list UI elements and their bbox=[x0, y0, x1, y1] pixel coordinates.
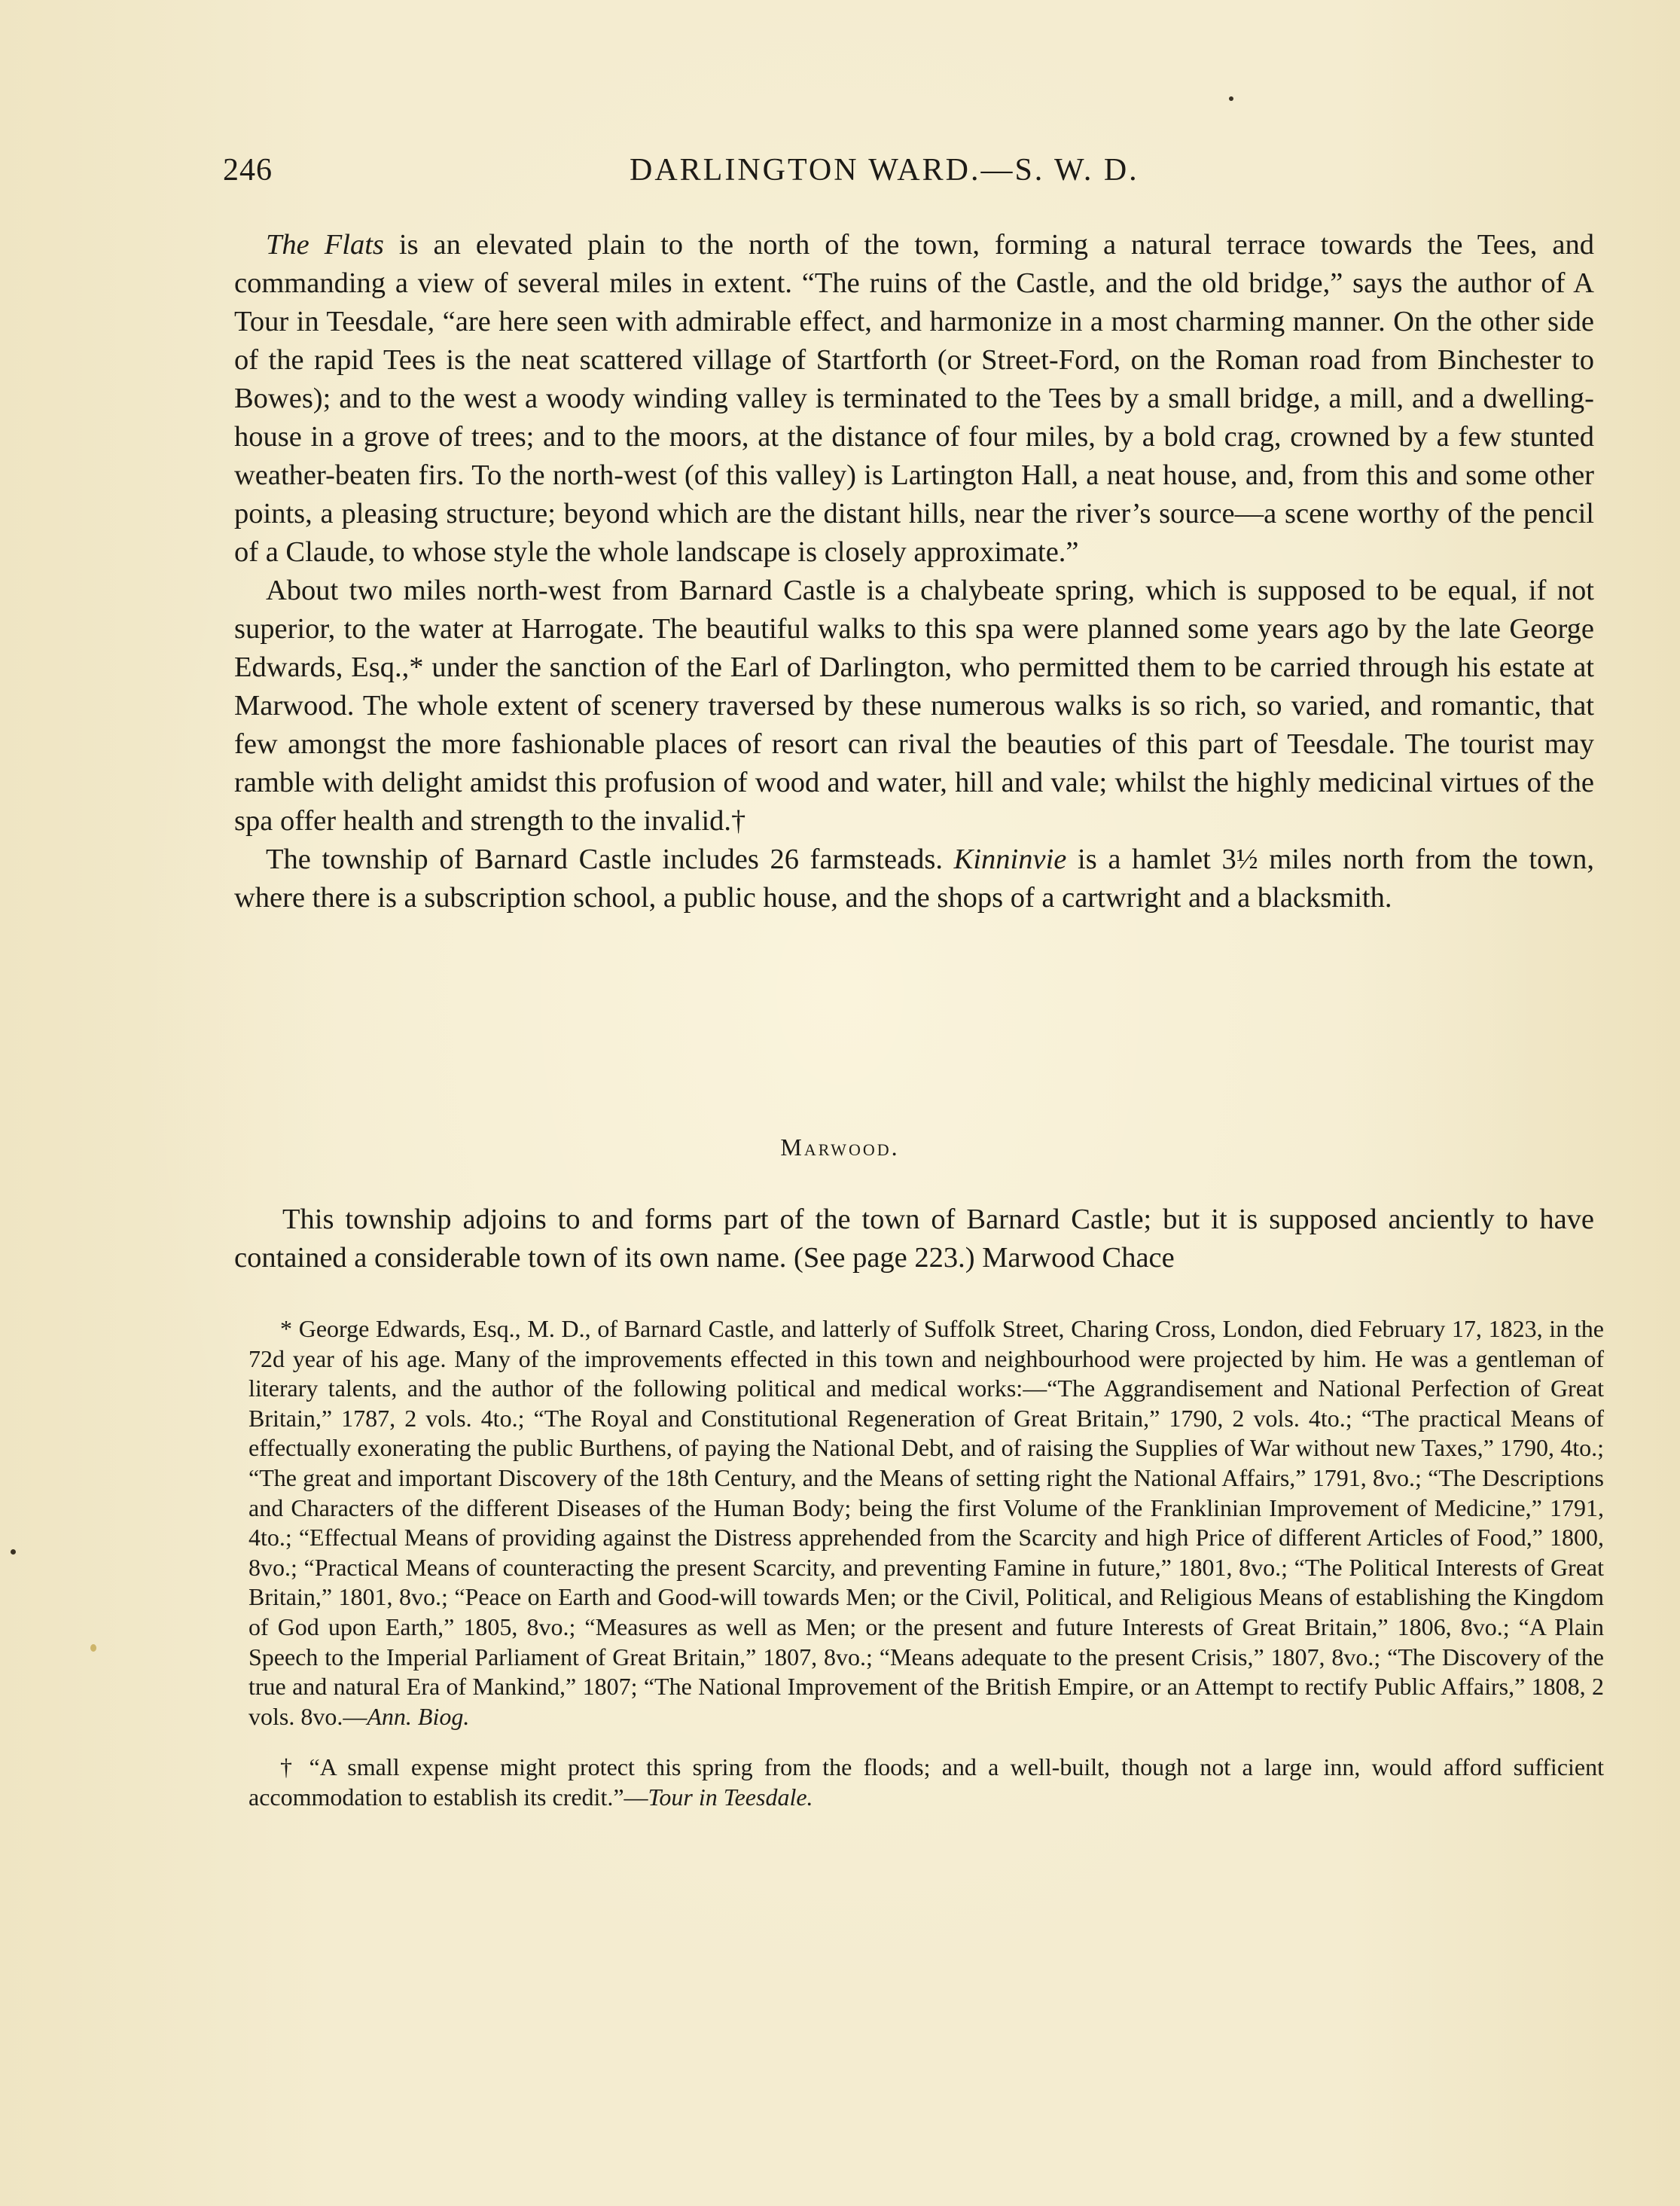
paragraph-township bbox=[234, 841, 1594, 917]
footnote-spring-source: Tour in Teesdale. bbox=[648, 1783, 813, 1811]
running-head: DARLINGTON WARD.—S. W. D. bbox=[630, 153, 1139, 188]
footnote-george-edwards-text: * George Edwards, Esq., M. D., of Barnard Castle, and latterly of Suffolk Street, Charing Cross, London, died February 17, 1823, in the 72d year of his age. Many of the improvements effected in this town and neighbourhood were projected by him. He was a gentleman of literary talents, and the author of the following political and medical works:—“The Aggrandisement and National Perfection of Great Britain,” 1787, 2 vols. 4to.; “The Royal and Constitutional Regeneration of Great Britain,” 1790, 2 vols. 4to.; “The practical Means of effectually exonerating the public Burthens, of paying the National Debt, and of raising the Supplies of War without new Taxes,” 1790, 4to.; “The great and important Discovery of the 18th Century, and the Means of setting right the National Affairs,” 1791, 8vo.; “The Descriptions and Characters of the different Diseases of the Human Body; being the first Volume of the Franklinian Improvement of Medicine,” 1791, 4to.; “Effectual Means of providing against the Distress apprehended from the Scarcity and high Price of different Articles of Food,” 1800, 8vo.; “Practical Means of counteracting the present Scarcity, and preventing Famine in future,” 1801, 8vo.; “The Political Interests of Great Britain,” 1801, 8vo.; “Peace on Earth and Good-will towards Men; or the Civil, Political, and Religious Means of establishing the Kingdom of God upon Earth,” 1805, 8vo.; “Measures as well as Men; or the present and future Interests of Great Britain,” 1806, 8vo.; “A Plain Speech to the Imperial Parliament of Great Britain,” 1807, 8vo.; “Means adequate to the present Crisis,” 1807, 8vo.; “The Discovery of the true and natural Era of Mankind,” 1807; “The National Improvement of the British Empire, or an Attempt to rectify Public Affairs,” 1808, 2 vols. 8vo.— bbox=[248, 1315, 1604, 1730]
page-number: 246 bbox=[223, 153, 273, 188]
kinninvie-italic: Kinninvie bbox=[953, 844, 1067, 875]
section-title-marwood: Marwood. bbox=[780, 1134, 900, 1161]
main-text bbox=[234, 226, 1594, 917]
footnote-george-edwards bbox=[248, 1314, 1604, 1732]
footnote-spring-text: † “A small expense might protect this spring from the floods; and a well-built, though not a large inn, would afford sufficient accommodation to establish its credit.”— bbox=[248, 1753, 1604, 1811]
paper-speck bbox=[1229, 96, 1233, 101]
paragraph-marwood: This township adjoins to and forms part of the town of Barnard Castle; but it is supposed anciently to have contained a considerable town of its own name. (See page 223.) Marwood Chace bbox=[234, 1204, 1594, 1274]
the-flats-lead: The Flats bbox=[266, 229, 384, 261]
paragraph-the-flats bbox=[234, 226, 1594, 572]
paragraph-chalybeate-spring: About two miles north-west from Barnard Castle is a chalybeate spring, which is supposed to be equal, if not superior, to the water at Harrogate. The beautiful walks to this spa were planned some years ago by the late George Edwards, Esq.,* under the sanction of the Earl of Darlington, who permitted them to be carried through his estate at Marwood. The whole extent of scenery traversed by these numerous walks is so rich, so varied, and romantic, that few amongst the more fashionable places of resort can rival the beauties of this part of Teesdale. The tourist may ramble with delight amidst this profusion of wood and water, hill and vale; whilst the highly medicinal virtues of the spa offer health and strength to the invalid.† bbox=[234, 575, 1594, 837]
footnote-spring bbox=[248, 1753, 1604, 1812]
section-text bbox=[234, 1201, 1594, 1277]
paragraph-township-after: is a hamlet 3½ miles north from the town, where there is a subscription school, a public house, and the shops of a cartwright and a blacksmith. bbox=[234, 844, 1594, 914]
page-header bbox=[223, 152, 1221, 197]
paragraph-the-flats-text: is an elevated plain to the north of the town, forming a natural terrace towards the Tees, and commanding a view of several miles in extent. “The ruins of the Castle, and the old bridge,” says the author of A Tour in Teesdale, “are here seen with admirable effect, and harmonize in a most charming manner. On the other side of the rapid Tees is the neat scattered village of Startforth (or Street-Ford, on the Roman road from Binchester to Bowes); and to the west a woody winding valley is terminated to the Tees by a small bridge, a mill, and a dwelling-house in a grove of trees; and to the moors, at the distance of four miles, by a bold crag, crowned by a few stunted weather-beaten firs. To the north-west (of this valley) is Lartington Hall, a neat house, and, from this and some other points, a pleasing structure; beyond which are the distant hills, near the river’s source—a scene worthy of the pencil of a Claude, to whose style the whole landscape is closely approximate.” bbox=[234, 229, 1594, 568]
paper-speck bbox=[90, 1644, 96, 1652]
paragraph-township-before: The township of Barnard Castle includes 26 farmsteads. bbox=[266, 844, 954, 875]
paper-speck bbox=[11, 1549, 16, 1555]
footnote-george-edwards-source: Ann. Biog. bbox=[367, 1702, 470, 1730]
footnotes bbox=[248, 1314, 1604, 1813]
